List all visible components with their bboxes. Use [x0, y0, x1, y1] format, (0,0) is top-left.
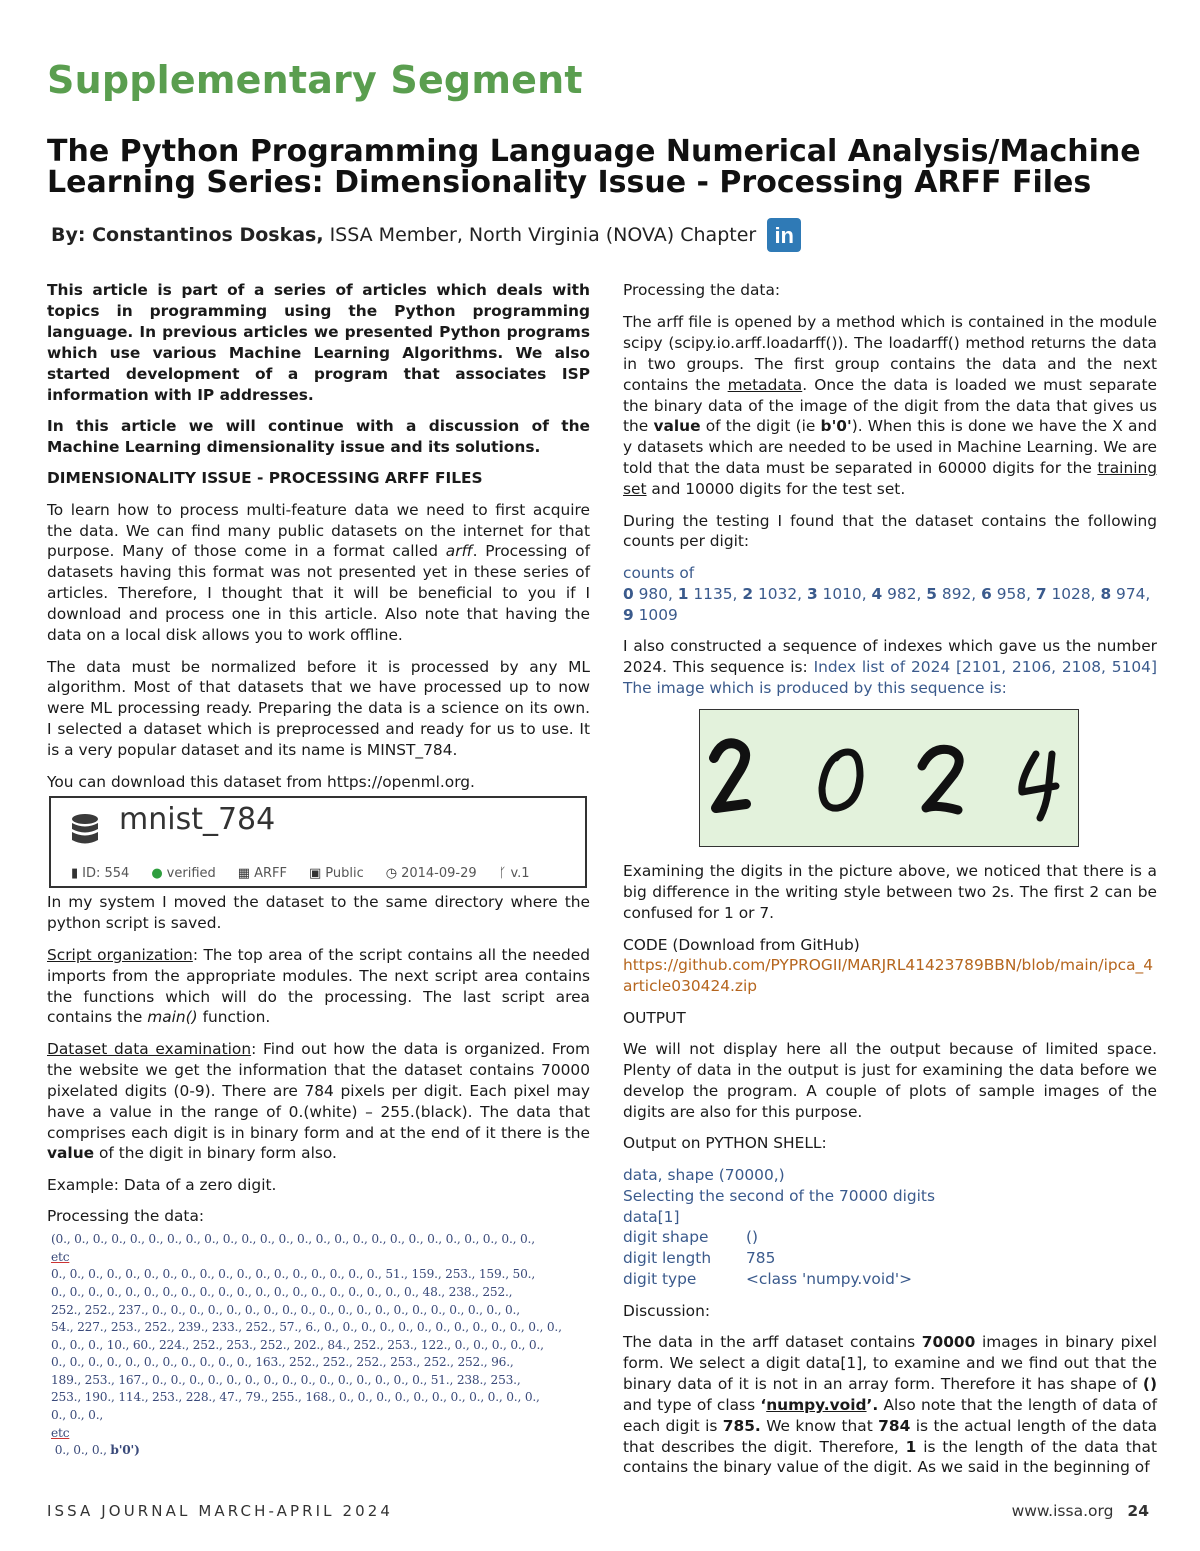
- branch-icon: ᚴ: [498, 866, 507, 882]
- data-line: 253., 190., 114., 253., 228., 47., 79., 255., 168., 0., 0., 0., 0., 0., 0., 0., 0., 0., 0., 0.,: [51, 1390, 540, 1405]
- paragraph: The data must be normalized before it is processed by any ML algorithm. Most of that datasets that we have processed up to now were ML processing ready. Preparing the data is a science on its own. I selected a dataset which is preprocessed and ready for us to use. It is a very popular dataset and its name is MINST_784.: [47, 657, 590, 760]
- paragraph: [47, 945, 590, 1029]
- zero-digit-data: [51, 1231, 590, 1460]
- data-line: 0., 0., 0., 0., 0., 0., 0., 0., 0., 0., 0., 163., 252., 252., 252., 253., 252., 252., 96.,: [51, 1355, 514, 1370]
- count-digit: 3: [806, 584, 818, 603]
- count-digit: 2: [742, 584, 754, 603]
- text: images in binary pixel form. We select a digit data[1], to examine and we find out that the binary data of it is not in an array form. Therefore it has shape of: [623, 1333, 1157, 1393]
- section-heading: DIMENSIONALITY ISSUE - PROCESSING ARFF FILES: [47, 469, 483, 488]
- text: We know that: [760, 1416, 879, 1435]
- data-line: (0., 0., 0., 0., 0., 0., 0., 0., 0., 0., 0., 0., 0., 0., 0., 0., 0., 0., 0., 0., 0., 0., 0., 0., 0., 0.,: [51, 1232, 535, 1247]
- emphasis: main(): [147, 1008, 198, 1027]
- count-digit: 8: [1100, 584, 1112, 603]
- code-section: [623, 935, 1157, 998]
- text: is the length of the data that contains the binary value of the digit. As we said in the beginning of: [623, 1437, 1157, 1477]
- paragraph: Processing the data:: [47, 1207, 205, 1226]
- shell-line: data[1]: [623, 1207, 680, 1226]
- data-line: 0., 0., 0.,: [51, 1408, 104, 1423]
- left-column: [47, 280, 590, 1460]
- data-line: 0., 0., 0., 0., 0., 0., 0., 0., 0., 0., 0., 0., 0., 0., 0., 0., 0., 0., 51., 159., 253., 159., 50.,: [51, 1267, 536, 1282]
- count-value: 1009: [633, 605, 678, 624]
- data-etc: etc: [51, 1249, 70, 1264]
- paragraph: During the testing I found that the dataset contains the following counts per digit:: [623, 511, 1157, 551]
- data-line-last: [51, 1442, 590, 1460]
- site-link[interactable]: www.issa.org: [1011, 1502, 1114, 1520]
- training-set-link[interactable]: training set: [623, 459, 1157, 499]
- bold-text: value: [653, 417, 701, 436]
- byline: [51, 218, 801, 252]
- clock-icon: ◷: [385, 866, 398, 882]
- count-value: 958,: [991, 584, 1036, 603]
- count-value: 1032,: [753, 584, 807, 603]
- journal-footer: ISSA JOURNAL MARCH-APRIL 2024: [47, 1502, 394, 1520]
- bold-text: value: [47, 1144, 95, 1163]
- text: of the digit in binary form also.: [94, 1144, 337, 1163]
- index-list-text: Index list of 2024 [2101, 2106, 2108, 5104] The image which is produced by this sequence is:: [623, 658, 1157, 697]
- digit-4: [1022, 754, 1056, 818]
- digit-counts: [623, 563, 1157, 626]
- table-icon: ▦: [237, 866, 251, 882]
- counts-label: counts of: [623, 563, 695, 582]
- dataset-name: mnist_784: [119, 802, 276, 838]
- paragraph: Example: Data of a zero digit.: [47, 1175, 277, 1194]
- right-column: [623, 280, 1157, 1489]
- metadata-link[interactable]: metadata: [727, 375, 803, 394]
- text: function.: [197, 1008, 271, 1027]
- inline-label: Script organization: [47, 945, 193, 964]
- digits-drawing: [700, 710, 1078, 846]
- paragraph: [623, 636, 1157, 699]
- data-etc: etc: [51, 1425, 70, 1440]
- database-icon: [71, 813, 99, 847]
- text: ). When this is done we have the X and y datasets which are needed to be used in Machine Learning. We are told that the data must be separated in 60000 digits for the: [623, 417, 1157, 478]
- python-shell-output: [623, 1165, 1157, 1290]
- format-text: ARFF: [254, 866, 287, 882]
- digit-0: [822, 752, 860, 808]
- text: . Once the data is loaded we must separate the binary data of the image of the digit from the data that gives us the: [623, 375, 1157, 436]
- data-line: 0., 0., 0., 0., 0., 0., 0., 0., 0., 0., 0., 0., 0., 0., 0., 0., 0., 0., 0., 0., 48., 238., 252.,: [51, 1284, 513, 1299]
- segment-label: Supplementary Segment: [47, 58, 583, 102]
- author-affiliation: ISSA Member, North Virginia (NOVA) Chapter: [329, 224, 757, 246]
- text: I also constructed a sequence of indexes which gave us the number 2024. This sequence is:: [623, 637, 1157, 676]
- count-digit: 9: [623, 605, 634, 624]
- check-circle-icon: ●: [151, 866, 163, 882]
- page-number: 24: [1127, 1502, 1149, 1520]
- text: : The top area of the script contains all the needed imports from the appropriate modules. The next script area contains the functions which will do the processing. The last script area contains the: [47, 945, 590, 1027]
- text: and 10000 digits for the test set.: [646, 480, 906, 499]
- inline-label: Dataset data examination: [47, 1039, 252, 1058]
- version-text: v.1: [510, 866, 530, 882]
- count-digit: 5: [926, 584, 938, 603]
- shell-row: [623, 1227, 1157, 1248]
- bold-text: 785.: [722, 1416, 761, 1435]
- article-title: The Python Programming Language Numerical Analysis/Machine Learning Series: Dimensionality Issue - Processing ARFF Files: [47, 134, 1141, 200]
- digit-2-second: [922, 750, 959, 811]
- count-value: 1135,: [688, 584, 743, 603]
- emphasis: arff: [445, 542, 473, 561]
- count-digit: 1: [677, 584, 689, 603]
- discussion-label: Discussion:: [623, 1301, 711, 1320]
- bold-text: 784: [878, 1416, 911, 1435]
- quote-close: ’.: [866, 1395, 879, 1414]
- intro-paragraph: This article is part of a series of articles which deals with topics in programming using the Python programming language. In previous articles we presented Python programs which use various Machine Learning Algorithms. We also started development of a program that associates ISP information with IP addresses.: [47, 281, 590, 404]
- data-line: 0., 0., 0., 10., 60., 224., 252., 253., 252., 202., 84., 252., 253., 122., 0., 0., 0., 0., 0.,: [51, 1337, 544, 1352]
- count-value: 980,: [633, 584, 678, 603]
- text: The data in the arff dataset contains: [623, 1333, 922, 1352]
- paragraph: [47, 500, 590, 646]
- shell-key: digit type: [623, 1270, 697, 1289]
- footer-right: [1012, 1502, 1149, 1520]
- text: is the actual length of the data that describes the digit. Therefore,: [623, 1416, 1157, 1456]
- paragraph: You can download this dataset from https://openml.org.: [47, 772, 475, 791]
- shell-row: [623, 1269, 1157, 1290]
- dataset-visibility: [309, 864, 364, 885]
- date-text: 2014-09-29: [401, 866, 477, 882]
- count-digit: 7: [1035, 584, 1047, 603]
- output-label: OUTPUT: [623, 1008, 686, 1027]
- linkedin-icon[interactable]: in: [767, 218, 801, 252]
- data-line: 54., 227., 253., 252., 239., 233., 252., 57., 6., 0., 0., 0., 0., 0., 0., 0., 0., 0., 0., 0., 0., 0.,: [51, 1320, 562, 1335]
- bold-text: [760, 1396, 878, 1414]
- paragraph: We will not display here all the output because of limited space. Plenty of data in the output is just for examining the data before we develop the program. A couple of plots of sample images of the digits are also for this purpose.: [623, 1040, 1157, 1121]
- mnist-dataset-card: [49, 796, 587, 888]
- dataset-verified: [151, 864, 215, 885]
- paragraph-heading: Processing the data:: [623, 281, 781, 299]
- paragraph: In my system I moved the dataset to the same directory where the python script is saved.: [47, 893, 590, 933]
- shell-key: digit shape: [623, 1228, 709, 1247]
- shell-key: digit length: [623, 1249, 712, 1268]
- paragraph: [47, 1039, 590, 1164]
- text: To learn how to process multi-feature data we need to first acquire the data. We can find many public datasets on the internet for that purpose. Many of those come in a format called: [47, 500, 590, 561]
- text: The arff file is opened by a method which is contained in the module scipy (scipy.io.arff.loadarff()). The loadarff() method returns the data in two groups. The first group contains the data and the next contains the: [623, 312, 1157, 394]
- shell-value: <class 'numpy.void'>: [746, 1270, 912, 1289]
- cc-icon: ▣: [308, 866, 322, 882]
- dataset-date: [386, 864, 477, 885]
- count-value: 974,: [1111, 584, 1151, 603]
- shell-label: Output on PYTHON SHELL:: [623, 1134, 827, 1153]
- shell-value: 785: [746, 1249, 776, 1268]
- count-digit: 0: [623, 584, 634, 603]
- visibility-text: Public: [325, 866, 364, 882]
- shell-line: data, shape (70000,): [623, 1165, 785, 1184]
- bold-text: 70000: [921, 1333, 976, 1352]
- intro-paragraph-2: In this article we will continue with a discussion of the Machine Learning dimensionality issue and its solutions.: [47, 416, 590, 456]
- count-value: 892,: [937, 584, 982, 603]
- dataset-id-text: ID: 554: [82, 866, 130, 882]
- author-name: By: Constantinos Doskas,: [51, 224, 324, 246]
- digits-2024-image: [699, 709, 1079, 847]
- data-line: 189., 253., 167., 0., 0., 0., 0., 0., 0., 0., 0., 0., 0., 0., 0., 0., 0., 0., 51., 238., 253.,: [51, 1372, 521, 1387]
- shell-row: [623, 1248, 1157, 1269]
- count-digit: 4: [871, 584, 883, 603]
- bold-text: 1: [905, 1437, 917, 1456]
- data-text: 0., 0., 0.,: [54, 1443, 111, 1458]
- paragraph: Examining the digits in the picture above, we noticed that there is a big difference in the writing style between two 2s. The first 2 can be confused for 1 or 7.: [623, 862, 1157, 923]
- count-value: 1028,: [1046, 584, 1101, 603]
- dataset-format: [238, 864, 287, 885]
- text: Also note that the length of data of each digit is: [623, 1395, 1157, 1435]
- id-badge-icon: ▮: [71, 866, 79, 882]
- counts-line: [623, 585, 1150, 624]
- dataset-id: [71, 864, 129, 885]
- github-link[interactable]: https://github.com/PYPROGII/MARJRL41423789BBN/blob/main/ipca_4article030424.zip: [623, 956, 1154, 996]
- text: : Find out how the data is organized. From the website we get the information that the dataset contains 70000 pixelated digits (0-9). There are 784 pixels per digit. Each pixel may have a value in the range of 0.(white) – 255.(black). The data that comprises each digit is in binary form and at the end of it there is the: [47, 1039, 590, 1142]
- digit-2-first: [714, 744, 746, 809]
- text: . Processing of datasets having this format was not presented yet in these series of articles. Therefore, I thought that it will be beneficial to you if I download and process one in this article. Also note that having the data on a local disk allows you to work offline.: [47, 542, 590, 645]
- count-digit: 6: [981, 584, 992, 603]
- dataset-version: [499, 864, 530, 885]
- quote-open: ‘: [760, 1395, 767, 1414]
- bold-text: b'0': [820, 417, 852, 436]
- text: of the digit (ie: [700, 417, 821, 436]
- dataset-meta: [71, 864, 530, 885]
- text: and type of class: [623, 1395, 761, 1414]
- data-line: 252., 252., 237., 0., 0., 0., 0., 0., 0., 0., 0., 0., 0., 0., 0., 0., 0., 0., 0., 0., 0., 0., 0.,: [51, 1302, 520, 1317]
- paragraph: [623, 312, 1157, 500]
- verified-text: verified: [166, 866, 216, 882]
- count-value: 1010,: [817, 584, 872, 603]
- shell-value: (): [746, 1228, 759, 1247]
- discussion-paragraph: [623, 1332, 1157, 1478]
- numpy-void-text: numpy.void: [766, 1395, 867, 1414]
- data-value: b'0'): [110, 1443, 140, 1458]
- code-label: CODE (Download from GitHub): [623, 935, 860, 954]
- bold-text: (): [1142, 1374, 1157, 1393]
- count-value: 982,: [882, 584, 927, 603]
- shell-line: Selecting the second of the 70000 digits: [623, 1186, 935, 1205]
